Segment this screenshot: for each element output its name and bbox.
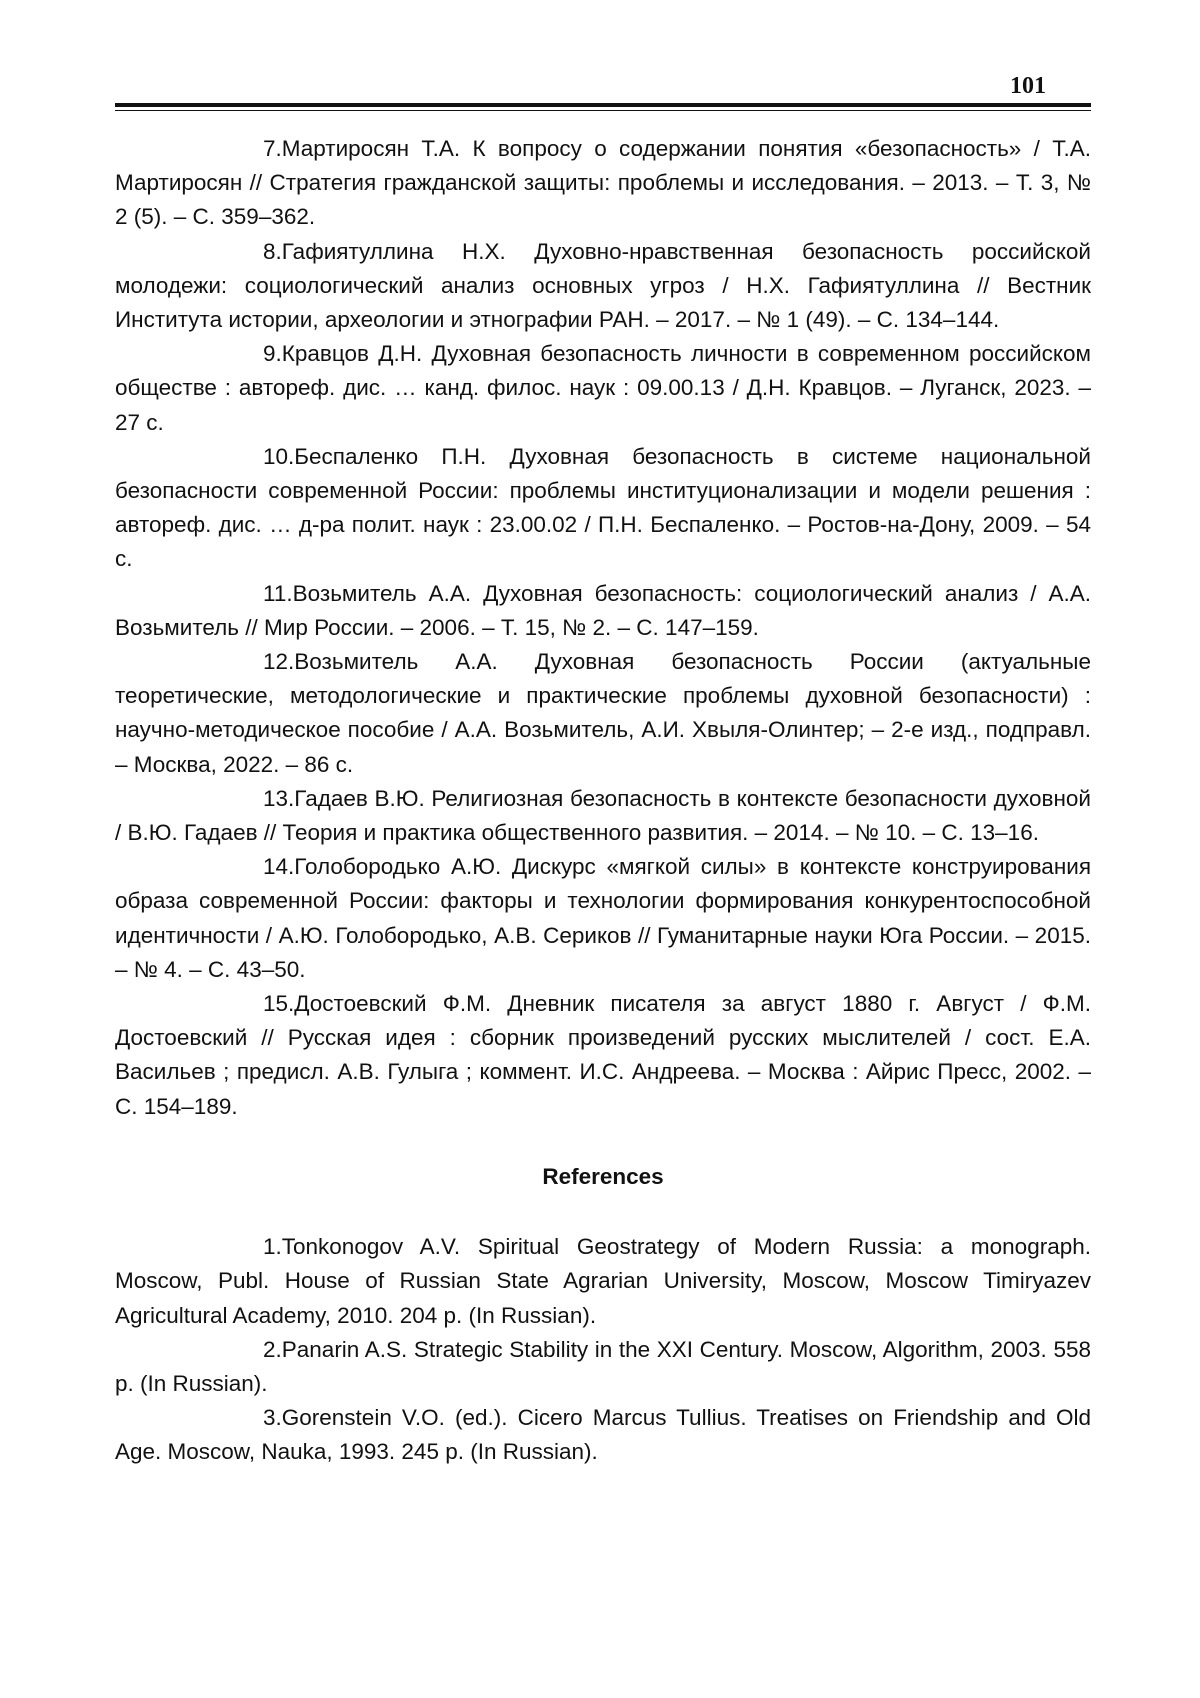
page-number: 101 bbox=[1010, 73, 1046, 99]
reference-text: Возьмитель А.А. Духовная безопасность: социологический анализ / А.А. Возьмитель // Мир России. – 2006. – Т. 15, № 2. – С. 147–159. bbox=[115, 580, 1091, 640]
reference-item bbox=[115, 132, 1091, 235]
spacer bbox=[115, 1194, 1091, 1230]
reference-number: 3. bbox=[263, 1405, 282, 1431]
reference-item bbox=[115, 440, 1091, 577]
reference-item bbox=[115, 235, 1091, 338]
reference-number: 12. bbox=[263, 649, 295, 675]
reference-item bbox=[115, 1230, 1091, 1333]
reference-text: Кравцов Д.Н. Духовная безопасность личности в современном российском обществе : автореф. дис. … канд. филос. наук : 09.00.13 / Д.Н. Кравцов. – Луганск, 2023. – 27 с. bbox=[115, 341, 1091, 435]
reference-number: 7. bbox=[263, 136, 282, 161]
reference-number: 10. bbox=[263, 443, 295, 469]
reference-item bbox=[115, 577, 1091, 645]
reference-list bbox=[115, 132, 1091, 1470]
reference-text: Голобородько А.Ю. Дискурс «мягкой силы» в контексте конструирования образа современной России: факторы и технологии формирования конкурентоспособной идентичности / А.Ю. Голобородько, А.В. Сериков // Гуманитарные науки Юга России. – 2015. – № 4. – С. 43–50. bbox=[115, 854, 1091, 982]
english-reference-list bbox=[115, 1230, 1091, 1469]
reference-item bbox=[115, 1401, 1091, 1469]
reference-text: Гафиятуллина Н.Х. Духовно-нравственная безопасность российской молодежи: социологический анализ основных угроз / Н.Х. Гафиятуллина // Вестник Института истории, археологии и этнографии РАН. – 2017. – № 1 (49). – С. 134–144. bbox=[115, 238, 1091, 333]
reference-number: 9. bbox=[263, 341, 282, 367]
reference-item bbox=[115, 1333, 1091, 1401]
reference-text: Беспаленко П.Н. Духовная безопасность в системе национальной безопасности современной России: проблемы институционализации и модели решения : автореф. дис. … д-ра полит. наук : 23.00.02 / П.Н. Беспаленко. – Ростов-на-Дону, 2009. – 54 с. bbox=[115, 443, 1091, 572]
reference-text: Tonkonogov A.V. Spiritual Geostrategy of Modern Russia: a monograph. Moscow, Publ. House of Russian State Agrarian University, Moscow, Moscow Timiryazev Agricultural Academy, 2010. 204 p. (In Russian). bbox=[115, 1234, 1091, 1328]
references-heading: References bbox=[542, 1163, 664, 1189]
reference-number: 11. bbox=[263, 580, 293, 606]
reference-text: Мартиросян Т.А. К вопросу о содержании понятия «безопасность» / Т.А. Мартиросян // Стратегия гражданской защиты: проблемы и исследования. – 2013. – Т. 3, № 2 (5). – С. 359–362. bbox=[115, 136, 1091, 230]
reference-number: 2. bbox=[263, 1336, 282, 1362]
header-rule-thin bbox=[115, 110, 1091, 111]
reference-item bbox=[115, 850, 1091, 987]
reference-number: 1. bbox=[263, 1234, 282, 1260]
reference-item bbox=[115, 987, 1091, 1124]
spacer bbox=[115, 1124, 1091, 1160]
reference-text: Возьмитель А.А. Духовная безопасность России (актуальные теоретические, методологические и практические проблемы духовной безопасности) : научно-методическое пособие / А.А. Возьмитель, А.И. Хвыля-Олинтер; – 2-е изд., подправл. – Москва, 2022. – 86 с. bbox=[115, 649, 1091, 777]
russian-reference-list bbox=[115, 132, 1091, 1124]
reference-text: Гадаев В.Ю. Религиозная безопасность в контексте безопасности духовной / В.Ю. Гадаев // Теория и практика общественного развития. – 2014. – № 10. – С. 13–16. bbox=[115, 785, 1091, 846]
reference-number: 14. bbox=[263, 854, 295, 880]
reference-item bbox=[115, 645, 1091, 782]
reference-number: 13. bbox=[263, 785, 295, 811]
reference-item bbox=[115, 782, 1091, 850]
header-rule-thick bbox=[115, 103, 1091, 107]
reference-number: 15. bbox=[263, 991, 295, 1017]
reference-text: Panarin A.S. Strategic Stability in the XXI Century. Moscow, Algorithm, 2003. 558 p. (In Russian). bbox=[115, 1336, 1091, 1396]
reference-text: Gorenstein V.O. (ed.). Cicero Marcus Tullius. Treatises on Friendship and Old Age. Moscow, Nauka, 1993. 245 p. (In Russian). bbox=[115, 1405, 1091, 1465]
reference-text: Достоевский Ф.М. Дневник писателя за август 1880 г. Август / Ф.М. Достоевский // Русская идея : сборник произведений русских мыслителей / сост. Е.А. Васильев ; предисл. А.В. Гулыга ; коммент. И.С. Андреева. – Москва : Айрис Пресс, 2002. – С. 154–189. bbox=[115, 991, 1091, 1119]
reference-item bbox=[115, 337, 1091, 440]
reference-number: 8. bbox=[263, 238, 282, 264]
